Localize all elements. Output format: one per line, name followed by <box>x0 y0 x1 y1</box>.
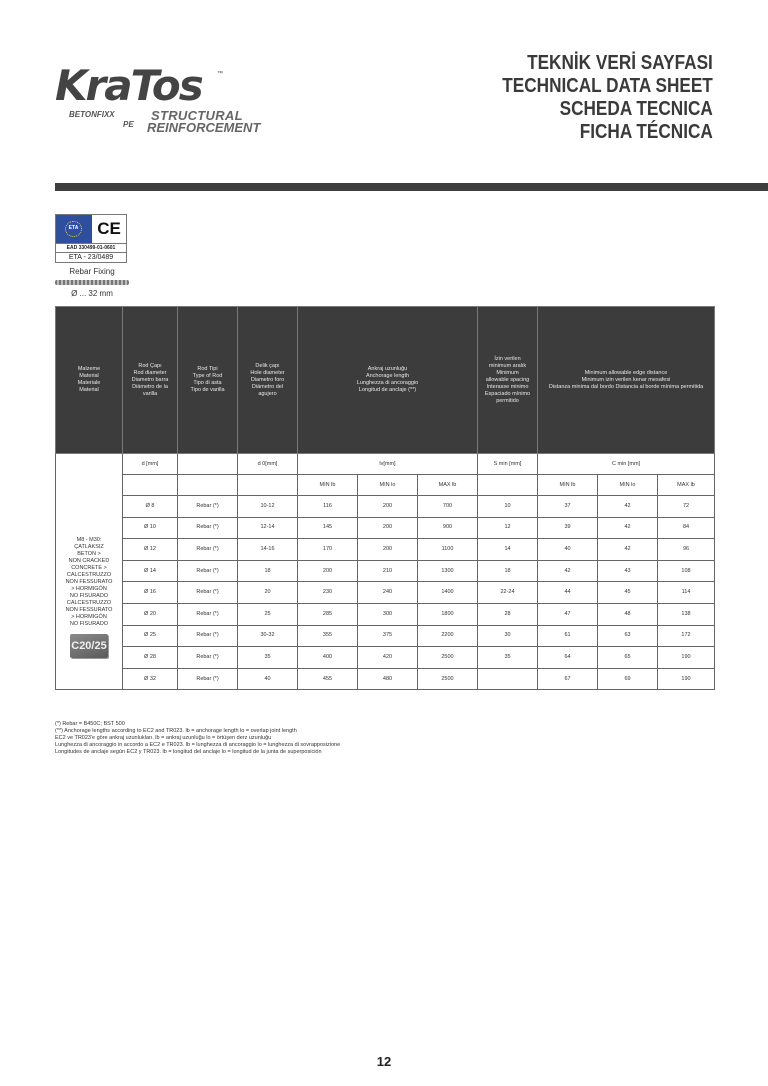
cell-lv-min-lo: 480 <box>358 668 418 690</box>
subheader-lv-min-lo: MIN lo <box>358 475 418 496</box>
cell-type: Rebar (*) <box>178 668 238 690</box>
cell-lv-max-lb: 900 <box>418 517 478 539</box>
table-row <box>56 517 715 539</box>
cell-d: Ø 10 <box>123 517 178 539</box>
subheader-empty <box>123 475 178 496</box>
text-line: Diametro foro <box>250 376 285 383</box>
cell-lv-max-lb: 2200 <box>418 625 478 647</box>
cell-lv-min-lo: 240 <box>358 582 418 604</box>
table-row <box>56 496 715 518</box>
text-line: Interasse minimo <box>486 383 529 390</box>
text-line: Diámetro del <box>251 383 284 390</box>
cell-lv-min-lo: 200 <box>358 539 418 561</box>
logo-trademark: ™ <box>217 71 223 77</box>
text-line: ÇATLAKSIZ <box>74 544 104 551</box>
text-line: allowable spacing <box>485 376 530 383</box>
cell-smin: 18 <box>478 560 538 582</box>
text-line: varilla <box>142 390 158 397</box>
cell-d: Ø 32 <box>123 668 178 690</box>
text-line: minimum aralık <box>488 362 527 369</box>
cell-c-min-lb: 39 <box>538 517 598 539</box>
cell-lv-min-lb: 230 <box>298 582 358 604</box>
subheader-c-min-lo: MIN lo <box>598 475 658 496</box>
footnote-anchorage-en: (**) Anchorage lengths according to EC2 and TR023. lb = anchorage length lo = overlap joint length <box>55 728 297 734</box>
document-titles <box>468 52 713 144</box>
cell-c-min-lo: 43 <box>598 560 658 582</box>
unit-d: d [mm] <box>123 454 178 475</box>
cell-smin: 14 <box>478 539 538 561</box>
title-italian: SCHEDA TECNICA <box>559 98 713 120</box>
header-rod-type <box>178 307 238 454</box>
text-line: Espaciado mínimo <box>484 390 531 397</box>
cell-c-min-lo: 42 <box>598 539 658 561</box>
cell-lv-min-lb: 145 <box>298 517 358 539</box>
subheader-lv-min-lb: MIN lb <box>298 475 358 496</box>
unit-d0: d 0[mm] <box>238 454 298 475</box>
table-row <box>56 625 715 647</box>
cell-lv-min-lo: 420 <box>358 647 418 669</box>
text-line: Rod Tipi <box>197 366 218 372</box>
cell-c-min-lb: 61 <box>538 625 598 647</box>
table-row <box>56 539 715 561</box>
certification-block <box>55 214 129 298</box>
text-line: > HORMIGÓN <box>71 586 107 593</box>
cell-smin: 22-24 <box>478 582 538 604</box>
subheader-c-min-lb: MIN lb <box>538 475 598 496</box>
cell-c-max-lb: 72 <box>658 496 715 518</box>
cell-type: Rebar (*) <box>178 517 238 539</box>
text-line: Lunghezza di ancoraggio <box>356 380 419 386</box>
technical-data-table <box>55 306 715 690</box>
cell-d: Ø 16 <box>123 582 178 604</box>
header-anchorage-length <box>298 307 478 454</box>
cell-smin: 10 <box>478 496 538 518</box>
cell-d0: 14-16 <box>238 539 298 561</box>
cell-type: Rebar (*) <box>178 625 238 647</box>
cell-lv-min-lo: 300 <box>358 603 418 625</box>
subheader-lv-max-lb: MAX lb <box>418 475 478 496</box>
table-row <box>56 582 715 604</box>
header-divider-bar <box>55 183 768 191</box>
text-line: Minimum izin verilen kenar mesafesi <box>581 376 671 383</box>
text-line: Rod diameter <box>133 369 167 376</box>
logo-sub-structural: STRUCTURAL <box>151 108 243 123</box>
page-number: 12 <box>376 1054 392 1069</box>
cell-c-max-lb: 190 <box>658 668 715 690</box>
cell-c-max-lb: 108 <box>658 560 715 582</box>
unit-smin: S min [mm] <box>478 454 538 475</box>
text-line: Ankraj uzunluğu <box>367 366 408 372</box>
cell-smin: 30 <box>478 625 538 647</box>
text-line: Longitud de anclaje (**) <box>358 387 417 393</box>
eta-code: ETA - 23/0489 <box>55 253 127 263</box>
text-line: Distanza minima dal bordo Distancia al borde mínima permitida <box>548 383 704 390</box>
concrete-class-badge: C20/25 <box>70 634 108 658</box>
logo-wordmark: KraTos <box>55 61 202 110</box>
text-line: Rod Çapı <box>138 362 162 369</box>
text-line: Type of Rod <box>192 373 223 379</box>
cell-lv-max-lb: 2500 <box>418 668 478 690</box>
title-turkish: TEKNİK VERİ SAYFASI <box>527 52 713 74</box>
cell-type: Rebar (*) <box>178 603 238 625</box>
cell-c-min-lo: 42 <box>598 517 658 539</box>
cell-lv-min-lo: 200 <box>358 496 418 518</box>
cell-c-max-lb: 96 <box>658 539 715 561</box>
table-row <box>56 603 715 625</box>
cell-d: Ø 8 <box>123 496 178 518</box>
subheader-empty <box>178 475 238 496</box>
text-line: BETON > <box>77 551 101 558</box>
cell-smin <box>478 668 538 690</box>
cell-c-max-lb: 190 <box>658 647 715 669</box>
text-line: Minimum <box>496 369 519 376</box>
cell-lv-max-lb: 1400 <box>418 582 478 604</box>
cell-c-max-lb: 138 <box>658 603 715 625</box>
cell-lv-max-lb: 1100 <box>418 539 478 561</box>
cell-lv-min-lo: 210 <box>358 560 418 582</box>
text-line: Tipo di asta <box>193 380 222 386</box>
text-line: Tipo de varilla <box>190 387 225 393</box>
header-min-edge-distance <box>538 307 715 454</box>
text-line: İzin verilen <box>494 355 521 362</box>
footnote-anchorage-tr: EC2 ve TR023'e göre ankraj uzunlukları. lb = ankraj uzunluğu lo = örtüşen derz uzunluğu <box>55 735 272 741</box>
cell-c-min-lb: 44 <box>538 582 598 604</box>
cell-c-max-lb: 84 <box>658 517 715 539</box>
diameter-range-label: Ø ... 32 mm <box>71 289 113 298</box>
cell-c-min-lo: 63 <box>598 625 658 647</box>
text-line: Minimum allowable edge distance <box>584 369 668 376</box>
cell-type: Rebar (*) <box>178 582 238 604</box>
cell-lv-min-lb: 200 <box>298 560 358 582</box>
cell-c-min-lb: 64 <box>538 647 598 669</box>
eta-eu-icon <box>56 215 92 243</box>
cell-lv-max-lb: 700 <box>418 496 478 518</box>
cell-c-min-lo: 45 <box>598 582 658 604</box>
cell-c-min-lo: 48 <box>598 603 658 625</box>
unit-lv: lv[mm] <box>298 454 478 475</box>
logo-sub-pe: PE <box>123 120 134 129</box>
cell-type: Rebar (*) <box>178 560 238 582</box>
footnote-anchorage-es: Longitudes de anclaje según EC2 y TR023. lb = longitud del anclaje lo = longitud de la junta de superposición <box>55 749 322 755</box>
text-line: NO FISURADO <box>69 593 109 600</box>
cell-smin: 12 <box>478 517 538 539</box>
cell-c-min-lb: 40 <box>538 539 598 561</box>
text-line: Malzeme <box>77 366 101 372</box>
cell-d0: 18 <box>238 560 298 582</box>
text-line: M8 - M30: <box>76 537 102 544</box>
eta-badge-text: ETA <box>65 221 82 237</box>
cell-d0: 30-32 <box>238 625 298 647</box>
text-line: CONCRETE > <box>71 565 107 572</box>
cell-d0: 25 <box>238 603 298 625</box>
cell-c-min-lb: 47 <box>538 603 598 625</box>
cell-type: Rebar (*) <box>178 647 238 669</box>
header-min-spacing <box>478 307 538 454</box>
text-line: agujero <box>258 390 277 397</box>
table-row <box>56 668 715 690</box>
subheader-empty <box>238 475 298 496</box>
certification-icons <box>55 214 127 244</box>
cell-lv-min-lb: 170 <box>298 539 358 561</box>
cell-c-min-lb: 37 <box>538 496 598 518</box>
text-line: Material <box>79 373 99 379</box>
table-row <box>56 560 715 582</box>
cell-c-min-lb: 67 <box>538 668 598 690</box>
cell-type: Rebar (*) <box>178 496 238 518</box>
cell-lv-max-lb: 1300 <box>418 560 478 582</box>
text-line: Delik çapı <box>255 362 280 369</box>
cell-c-min-lo: 65 <box>598 647 658 669</box>
title-english: TECHNICAL DATA SHEET <box>502 75 713 97</box>
text-line: CALCESTRUZZO <box>66 600 112 607</box>
cell-d0: 10-12 <box>238 496 298 518</box>
cell-lv-max-lb: 1800 <box>418 603 478 625</box>
unit-empty <box>178 454 238 475</box>
table-row <box>56 647 715 669</box>
text-line: NON FESSURATO <box>65 579 113 586</box>
subheader-row <box>56 475 715 496</box>
cell-d0: 12-14 <box>238 517 298 539</box>
text-line: Materiale <box>77 380 101 386</box>
ce-mark-icon: CE <box>97 219 121 238</box>
cell-lv-min-lo: 200 <box>358 517 418 539</box>
cell-d0: 20 <box>238 582 298 604</box>
header-row <box>56 307 715 454</box>
text-line: CALCESTRUZZO <box>66 572 112 579</box>
logo-sub-betonfixx: BETONFIXX <box>69 110 115 119</box>
text-line: permitido <box>496 397 519 404</box>
text-line: Anchorage length <box>365 373 410 379</box>
cell-smin: 28 <box>478 603 538 625</box>
cell-lv-max-lb: 2500 <box>418 647 478 669</box>
title-spanish: FICHA TÉCNICA <box>579 121 713 143</box>
header-hole-diameter <box>238 307 298 454</box>
header-rod-diameter <box>123 307 178 454</box>
text-line: Diámetro de la <box>132 383 168 390</box>
cell-smin: 35 <box>478 647 538 669</box>
cell-type: Rebar (*) <box>178 539 238 561</box>
text-line: Material <box>79 387 99 393</box>
cell-lv-min-lb: 285 <box>298 603 358 625</box>
logo-sub-reinforcement: REINFORCEMENT <box>147 120 261 135</box>
cell-d0: 35 <box>238 647 298 669</box>
material-cell <box>56 454 123 690</box>
footnote-rebar: (*) Rebar = B450C; BST 500 <box>55 721 125 727</box>
unit-cmin: C min [mm] <box>538 454 715 475</box>
cell-lv-min-lb: 355 <box>298 625 358 647</box>
cell-d: Ø 14 <box>123 560 178 582</box>
text-line: NON CRACKED <box>68 558 110 565</box>
cell-d0: 40 <box>238 668 298 690</box>
rebar-icon <box>55 280 129 285</box>
text-line: NON FESSURATO <box>65 607 113 614</box>
cell-c-min-lb: 42 <box>538 560 598 582</box>
subheader-c-max-lb: MAX lb <box>658 475 715 496</box>
text-line: NO FISURADO <box>69 621 109 628</box>
subheader-empty <box>478 475 538 496</box>
cell-c-min-lo: 69 <box>598 668 658 690</box>
text-line: > HORMIGÓN <box>71 614 107 621</box>
cell-lv-min-lb: 455 <box>298 668 358 690</box>
cell-lv-min-lb: 400 <box>298 647 358 669</box>
cell-d: Ø 12 <box>123 539 178 561</box>
text-line: Hole diameter <box>250 369 285 376</box>
footnote-anchorage-it: Lunghezza di ancoraggio in accordo a EC2 e TR023. lb = lunghezza di ancoraggio lo = lunghezza di sovrapposizione <box>55 742 341 748</box>
cell-c-min-lo: 42 <box>598 496 658 518</box>
brand-logo <box>55 61 261 142</box>
cell-lv-min-lo: 375 <box>358 625 418 647</box>
footnotes <box>55 721 340 756</box>
text-line: Diametro barra <box>131 376 169 383</box>
cell-d: Ø 25 <box>123 625 178 647</box>
cell-lv-min-lb: 116 <box>298 496 358 518</box>
material-description <box>56 537 122 628</box>
rebar-fixing-label: Rebar Fixing <box>69 267 115 276</box>
cell-c-max-lb: 172 <box>658 625 715 647</box>
ead-code: EAD 330499-01-0601 <box>55 244 127 253</box>
cell-c-max-lb: 114 <box>658 582 715 604</box>
cell-d: Ø 28 <box>123 647 178 669</box>
units-row <box>56 454 715 475</box>
cell-d: Ø 20 <box>123 603 178 625</box>
header-material <box>56 307 123 454</box>
